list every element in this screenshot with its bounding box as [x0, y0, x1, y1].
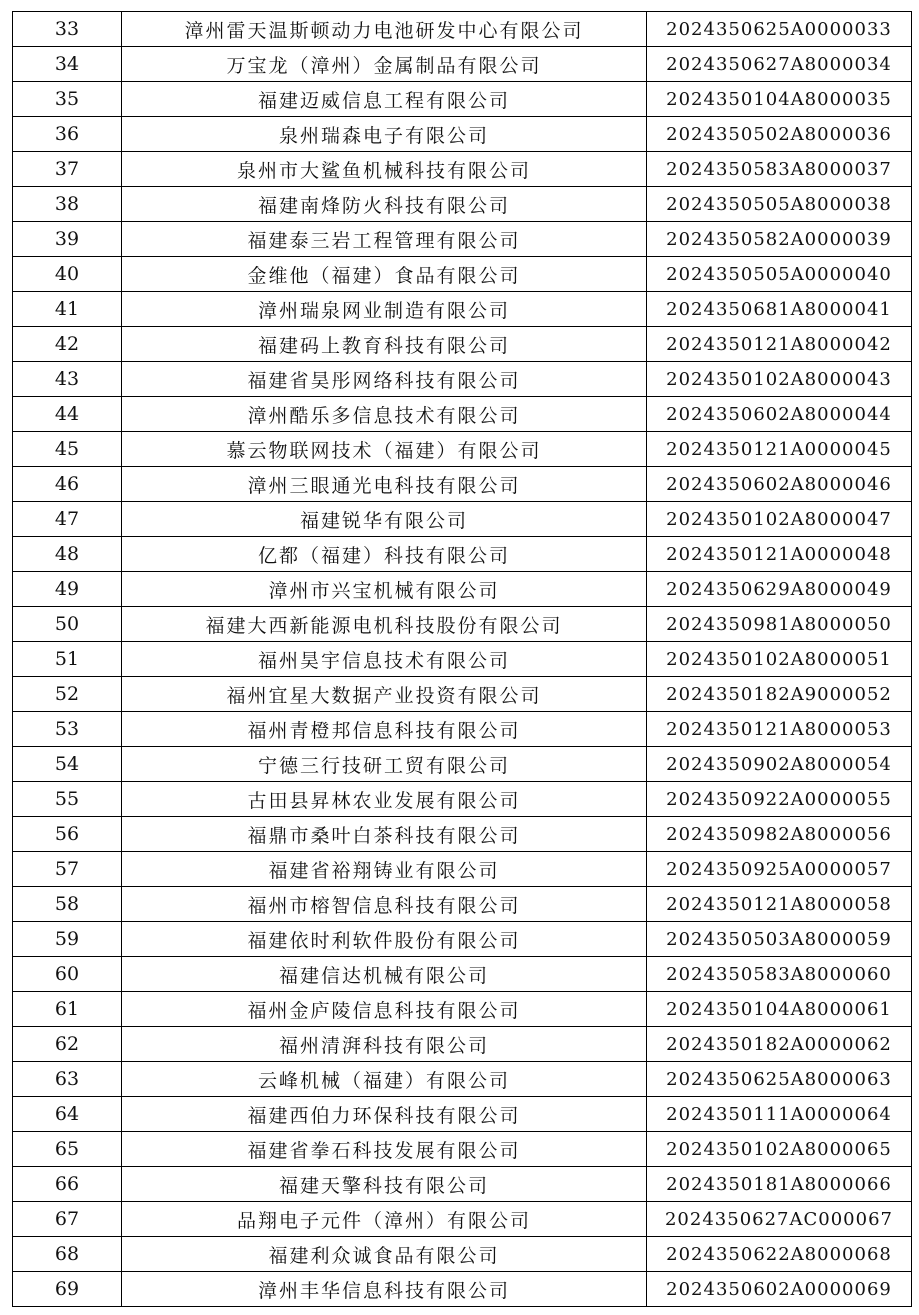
registration-code: 2024350121A8000042: [647, 327, 912, 362]
company-name: 福鼎市桑叶白茶科技有限公司: [122, 817, 647, 852]
row-number: 45: [13, 432, 122, 467]
company-name: 福建省裕翔铸业有限公司: [122, 852, 647, 887]
company-name: 福建西伯力环保科技有限公司: [122, 1097, 647, 1132]
company-name: 福建南烽防火科技有限公司: [122, 187, 647, 222]
registration-code: 2024350121A8000058: [647, 887, 912, 922]
registration-code: 2024350102A8000043: [647, 362, 912, 397]
registration-code: 2024350104A8000061: [647, 992, 912, 1027]
registration-code: 2024350625A8000063: [647, 1062, 912, 1097]
company-list-table: [12, 11, 912, 1307]
registration-code: 2024350602A8000044: [647, 397, 912, 432]
company-name: 福建利众诚食品有限公司: [122, 1237, 647, 1272]
table-row: [13, 537, 912, 572]
row-number: 43: [13, 362, 122, 397]
company-name: 福州宜星大数据产业投资有限公司: [122, 677, 647, 712]
company-name: 福建泰三岩工程管理有限公司: [122, 222, 647, 257]
company-name: 古田县昇林农业发展有限公司: [122, 782, 647, 817]
row-number: 53: [13, 712, 122, 747]
row-number: 61: [13, 992, 122, 1027]
row-number: 39: [13, 222, 122, 257]
table-row: [13, 1097, 912, 1132]
company-name: 福建省昊彤网络科技有限公司: [122, 362, 647, 397]
company-name: 漳州雷天温斯顿动力电池研发中心有限公司: [122, 12, 647, 47]
row-number: 66: [13, 1167, 122, 1202]
registration-code: 2024350582A0000039: [647, 222, 912, 257]
table-row: [13, 1027, 912, 1062]
row-number: 38: [13, 187, 122, 222]
company-name: 漳州市兴宝机械有限公司: [122, 572, 647, 607]
company-name: 福州昊宇信息技术有限公司: [122, 642, 647, 677]
registration-code: 2024350102A8000047: [647, 502, 912, 537]
registration-code: 2024350121A0000045: [647, 432, 912, 467]
table-row: [13, 642, 912, 677]
row-number: 44: [13, 397, 122, 432]
registration-code: 2024350121A0000048: [647, 537, 912, 572]
row-number: 42: [13, 327, 122, 362]
registration-code: 2024350902A8000054: [647, 747, 912, 782]
table-row: [13, 747, 912, 782]
table-row: [13, 992, 912, 1027]
company-name: 宁德三行技研工贸有限公司: [122, 747, 647, 782]
table-row: [13, 117, 912, 152]
company-name: 福建天擎科技有限公司: [122, 1167, 647, 1202]
registration-code: 2024350602A8000046: [647, 467, 912, 502]
company-name: 福建码上教育科技有限公司: [122, 327, 647, 362]
table-row: [13, 12, 912, 47]
company-name: 福建大西新能源电机科技股份有限公司: [122, 607, 647, 642]
row-number: 47: [13, 502, 122, 537]
table-row: [13, 1062, 912, 1097]
table-row: [13, 1132, 912, 1167]
row-number: 51: [13, 642, 122, 677]
registration-code: 2024350182A0000062: [647, 1027, 912, 1062]
row-number: 63: [13, 1062, 122, 1097]
row-number: 67: [13, 1202, 122, 1237]
table-row: [13, 887, 912, 922]
row-number: 65: [13, 1132, 122, 1167]
table-row: [13, 397, 912, 432]
table-row: [13, 1272, 912, 1307]
table-row: [13, 187, 912, 222]
company-name: 漳州酷乐多信息技术有限公司: [122, 397, 647, 432]
registration-code: 2024350925A0000057: [647, 852, 912, 887]
registration-code: 2024350505A8000038: [647, 187, 912, 222]
registration-code: 2024350583A8000060: [647, 957, 912, 992]
row-number: 62: [13, 1027, 122, 1062]
registration-code: 2024350982A8000056: [647, 817, 912, 852]
company-name: 福州金庐陵信息科技有限公司: [122, 992, 647, 1027]
row-number: 68: [13, 1237, 122, 1272]
table-row: [13, 1237, 912, 1272]
row-number: 49: [13, 572, 122, 607]
row-number: 37: [13, 152, 122, 187]
company-name: 慕云物联网技术（福建）有限公司: [122, 432, 647, 467]
row-number: 55: [13, 782, 122, 817]
registration-code: 2024350104A8000035: [647, 82, 912, 117]
company-name: 福建信达机械有限公司: [122, 957, 647, 992]
row-number: 58: [13, 887, 122, 922]
row-number: 69: [13, 1272, 122, 1307]
registration-code: 2024350503A8000059: [647, 922, 912, 957]
registration-code: 2024350182A9000052: [647, 677, 912, 712]
table-row: [13, 47, 912, 82]
registration-code: 2024350505A0000040: [647, 257, 912, 292]
registration-code: 2024350629A8000049: [647, 572, 912, 607]
registration-code: 2024350502A8000036: [647, 117, 912, 152]
registration-code: 2024350102A8000065: [647, 1132, 912, 1167]
row-number: 60: [13, 957, 122, 992]
company-name: 品翔电子元件（漳州）有限公司: [122, 1202, 647, 1237]
registration-code: 2024350627A8000034: [647, 47, 912, 82]
row-number: 36: [13, 117, 122, 152]
table-row: [13, 572, 912, 607]
row-number: 57: [13, 852, 122, 887]
table-row: [13, 817, 912, 852]
table-row: [13, 467, 912, 502]
row-number: 41: [13, 292, 122, 327]
company-name: 泉州瑞森电子有限公司: [122, 117, 647, 152]
table-row: [13, 327, 912, 362]
company-name: 泉州市大鲨鱼机械科技有限公司: [122, 152, 647, 187]
row-number: 59: [13, 922, 122, 957]
company-name: 福州青橙邦信息科技有限公司: [122, 712, 647, 747]
table-row: [13, 922, 912, 957]
row-number: 35: [13, 82, 122, 117]
registration-code: 2024350622A8000068: [647, 1237, 912, 1272]
table-row: [13, 957, 912, 992]
table-row: [13, 712, 912, 747]
registration-code: 2024350922A0000055: [647, 782, 912, 817]
row-number: 34: [13, 47, 122, 82]
registration-code: 2024350981A8000050: [647, 607, 912, 642]
table-row: [13, 82, 912, 117]
row-number: 64: [13, 1097, 122, 1132]
registration-code: 2024350111A0000064: [647, 1097, 912, 1132]
table-body: [13, 12, 912, 1307]
company-name: 福建依时利软件股份有限公司: [122, 922, 647, 957]
row-number: 54: [13, 747, 122, 782]
table-row: [13, 257, 912, 292]
company-name: 福建锐华有限公司: [122, 502, 647, 537]
company-name: 亿都（福建）科技有限公司: [122, 537, 647, 572]
row-number: 48: [13, 537, 122, 572]
company-name: 漳州丰华信息科技有限公司: [122, 1272, 647, 1307]
row-number: 33: [13, 12, 122, 47]
table-row: [13, 782, 912, 817]
table-row: [13, 1202, 912, 1237]
table-row: [13, 222, 912, 257]
table-row: [13, 607, 912, 642]
company-name: 漳州三眼通光电科技有限公司: [122, 467, 647, 502]
row-number: 52: [13, 677, 122, 712]
registration-code: 2024350602A0000069: [647, 1272, 912, 1307]
table-row: [13, 677, 912, 712]
company-name: 云峰机械（福建）有限公司: [122, 1062, 647, 1097]
row-number: 46: [13, 467, 122, 502]
company-name: 福州市榕智信息科技有限公司: [122, 887, 647, 922]
registration-code: 2024350102A8000051: [647, 642, 912, 677]
registration-code: 2024350681A8000041: [647, 292, 912, 327]
table-row: [13, 432, 912, 467]
row-number: 50: [13, 607, 122, 642]
table-row: [13, 852, 912, 887]
registration-code: 2024350181A8000066: [647, 1167, 912, 1202]
table-row: [13, 292, 912, 327]
table-row: [13, 1167, 912, 1202]
registration-code: 2024350625A0000033: [647, 12, 912, 47]
registration-code: 2024350121A8000053: [647, 712, 912, 747]
company-name: 福建迈威信息工程有限公司: [122, 82, 647, 117]
table-row: [13, 362, 912, 397]
table-row: [13, 502, 912, 537]
registration-code: 2024350583A8000037: [647, 152, 912, 187]
company-name: 金维他（福建）食品有限公司: [122, 257, 647, 292]
company-name: 福州清湃科技有限公司: [122, 1027, 647, 1062]
table-row: [13, 152, 912, 187]
row-number: 40: [13, 257, 122, 292]
company-name: 万宝龙（漳州）金属制品有限公司: [122, 47, 647, 82]
company-name: 福建省拳石科技发展有限公司: [122, 1132, 647, 1167]
registration-code: 2024350627AC000067: [647, 1202, 912, 1237]
company-name: 漳州瑞泉网业制造有限公司: [122, 292, 647, 327]
row-number: 56: [13, 817, 122, 852]
